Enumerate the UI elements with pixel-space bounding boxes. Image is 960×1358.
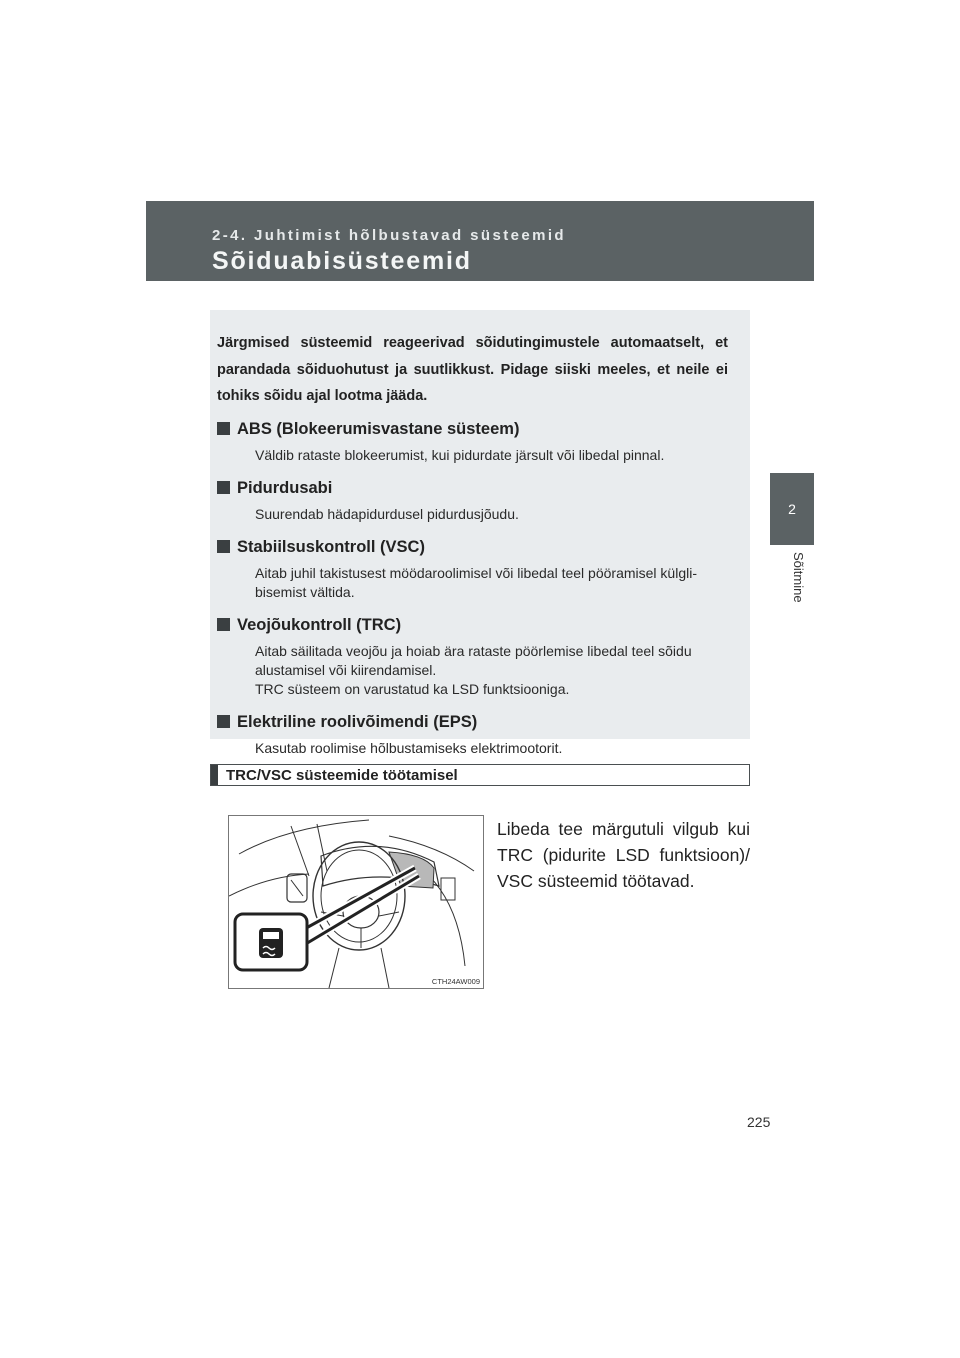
page-number: 225 xyxy=(747,1114,771,1130)
feature-title: ABS (Blokeerumisvastane süsteem) xyxy=(237,419,520,438)
figure-code: CTH24AW009 xyxy=(431,977,480,986)
square-bullet-icon xyxy=(217,481,230,494)
square-bullet-icon xyxy=(217,422,230,435)
feature-item xyxy=(217,711,728,758)
heading-marker xyxy=(211,765,218,785)
feature-description: Väldib rataste blokeerumist, kui pidurdate järsult või libedal pinnal. xyxy=(255,446,665,463)
feature-description: Aitab säilitada veojõu ja hoiab ära rataste pöörlemise libedal teel sõidu alustamisel või kiirendamisel. xyxy=(255,642,692,678)
feature-description: Suurendab hädapidurdusel pidurdusjõudu. xyxy=(255,505,519,522)
info-box xyxy=(210,310,750,756)
chapter-tab[interactable] xyxy=(770,473,814,545)
feature-item xyxy=(217,477,728,524)
slip-indicator-icon xyxy=(259,928,283,958)
feature-item xyxy=(217,614,728,699)
feature-item xyxy=(217,536,728,602)
body-paragraph: Libeda tee märgutuli vilgub kui TRC (pidurite LSD funktsioon)/ VSC süsteemid töötavad. xyxy=(497,819,750,891)
dashboard-illustration xyxy=(228,815,484,989)
feature-description: TRC süsteem on varustatud ka LSD funktsiooniga. xyxy=(255,680,570,697)
feature-description: Aitab juhil takistusest möödaroolimisel või libedal teel pööramisel külgli-bisemist vältida. xyxy=(255,564,697,600)
chapter-label: Sõitmine xyxy=(791,552,806,603)
square-bullet-icon xyxy=(217,618,230,631)
square-bullet-icon xyxy=(217,540,230,553)
feature-item xyxy=(217,418,728,465)
feature-title: Elektriline roolivõimendi (EPS) xyxy=(237,712,478,731)
feature-title: Veojõukontroll (TRC) xyxy=(237,615,402,634)
header-band xyxy=(146,201,814,281)
section-label: 2-4. Juhtimist hõlbustavad süsteemid xyxy=(212,227,566,244)
feature-title: Pidurdusabi xyxy=(237,478,333,497)
square-bullet-icon xyxy=(217,715,230,728)
dashboard-drawing xyxy=(229,816,483,988)
subsection-heading xyxy=(210,764,750,786)
feature-description: Kasutab roolimise hõlbustamiseks elektrimootorit. xyxy=(255,739,563,756)
page-title: Sõiduabisüsteemid xyxy=(212,247,472,275)
chapter-number: 2 xyxy=(788,501,796,517)
subsection-title: TRC/VSC süsteemide töötamisel xyxy=(226,766,458,784)
intro-text: Järgmised süsteemid reageerivad sõidutingimustele automaatselt, et parandada sõiduohutust ja suutlikkust. Pidage siiski meeles, et neile ei tohiks sõidu ajal lootma jääda. xyxy=(217,335,728,404)
feature-title: Stabiilsuskontroll (VSC) xyxy=(237,537,425,556)
